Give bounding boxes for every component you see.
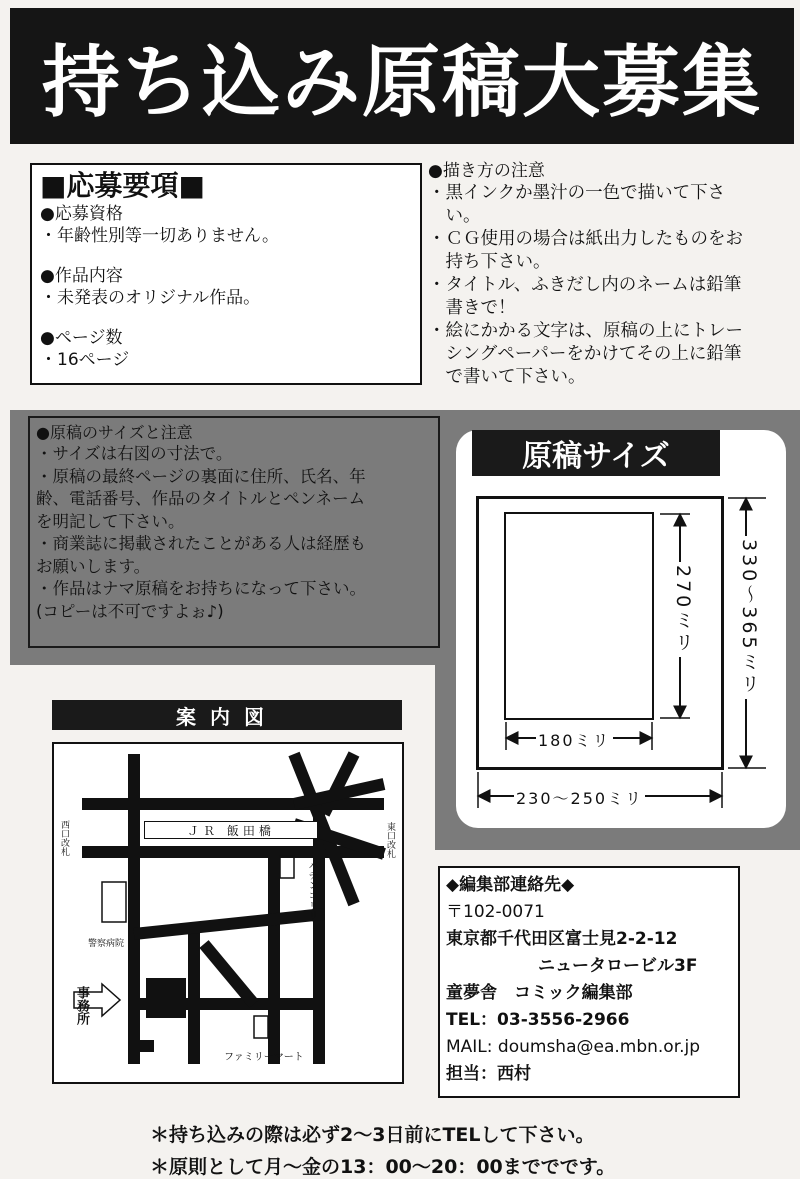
map-label: 案内図 [52, 700, 402, 730]
drawing-note-line: い。 [428, 206, 481, 226]
size-note-line: ・商業誌に掲載されたことがある人は経歴も [36, 534, 366, 553]
size-note-line: (コピーは不可ですよぉ♪) [36, 601, 224, 621]
size-diagram-label: 原稿サイズ [472, 430, 720, 476]
footnote-hours: ＊原則として月〜金の13：00〜20：00まででです。 [150, 1156, 616, 1178]
inner-height-label: 270ミリ [670, 562, 697, 657]
size-note-line: 齢、電話番号、作品のタイトルとペンネーム [36, 489, 366, 508]
drawing-note-line: ・黒インクか墨汁の一色で描いて下さ [428, 183, 726, 203]
size-note-line: ・作品はナマ原稿をお持ちになって下さい。 [36, 579, 366, 598]
map-box [52, 742, 404, 1084]
pachinko-label: パチンコリリー [306, 860, 317, 930]
email-line: MAIL: doumsha@ea.mbn.or.jp [446, 1037, 701, 1057]
size-note-line: を明記して下さい。 [36, 511, 185, 531]
famima-label: ファミリーマート [224, 1052, 304, 1063]
requirements-title: ■応募要項■ [40, 169, 205, 202]
drawing-note-line: ・ＣＧ使用の場合は紙出力したものをお [428, 229, 743, 249]
content-heading: ●作品内容 [40, 266, 123, 286]
drawing-note-line: ・絵にかかる文字は、原稿の上にトレー [428, 321, 743, 341]
footnote-call-ahead: ＊持ち込みの際は必ず2〜3日前にTELして下さい。 [150, 1124, 595, 1146]
eligibility-heading: ●応募資格 [40, 204, 123, 224]
left-exit-label: 西口改札 [59, 820, 69, 856]
contact-heading: ◆編集部連絡先◆ [446, 875, 575, 895]
drawing-note-line: ・タイトル、ふきだし内のネームは鉛筆 [428, 275, 742, 295]
phone-line: TEL：03-3556-2966 [446, 1010, 630, 1030]
police-label: 警察病院 [88, 939, 125, 949]
size-note-line: ・原稿の最終ページの裏面に住所、氏名、年 [36, 466, 366, 486]
drawing-note-line: シングペーパーをかけてその上に鉛筆 [428, 344, 742, 364]
size-notes-heading: ●原稿のサイズと注意 [36, 423, 193, 442]
right-exit-label: 東口改札 [385, 822, 395, 858]
size-note-line: お願いします。 [36, 556, 151, 576]
page-title: 持ち込み原稿大募集 [41, 38, 762, 128]
pages-text: ・16ページ [40, 350, 130, 370]
outer-width-label: 230〜250ミリ [514, 786, 645, 809]
office-label: 事務所 [74, 986, 89, 1025]
department-line: 童夢舎 コミック編集部 [446, 983, 633, 1003]
inner-width-label: 180ミリ [536, 728, 613, 751]
drawing-note-line: 書きで！ [428, 298, 516, 318]
eligibility-text: ・年齢性別等一切ありません。 [40, 226, 280, 246]
station-label: ＪＲ 飯田橋 [144, 821, 318, 839]
size-note-line: ・サイズは右図の寸法で。 [36, 444, 233, 463]
drawing-note-line: で書いて下さい。 [428, 367, 586, 387]
building-line: ニュータロービル3F [538, 956, 698, 976]
pages-heading: ●ページ数 [40, 328, 123, 348]
drawing-note-line: 持ち下さい。 [428, 252, 551, 272]
map-roads [54, 744, 404, 1084]
contact-box [438, 866, 740, 1098]
drawing-notes-heading: ●描き方の注意 [428, 161, 545, 181]
outer-height-label: 330〜365ミリ [736, 536, 763, 699]
content-text: ・未発表のオリジナル作品。 [40, 288, 261, 308]
address-line: 東京都千代田区富士見2-2-12 [446, 929, 678, 949]
contact-person-line: 担当：西村 [446, 1064, 531, 1084]
postal-code: 〒102-0071 [446, 902, 545, 922]
